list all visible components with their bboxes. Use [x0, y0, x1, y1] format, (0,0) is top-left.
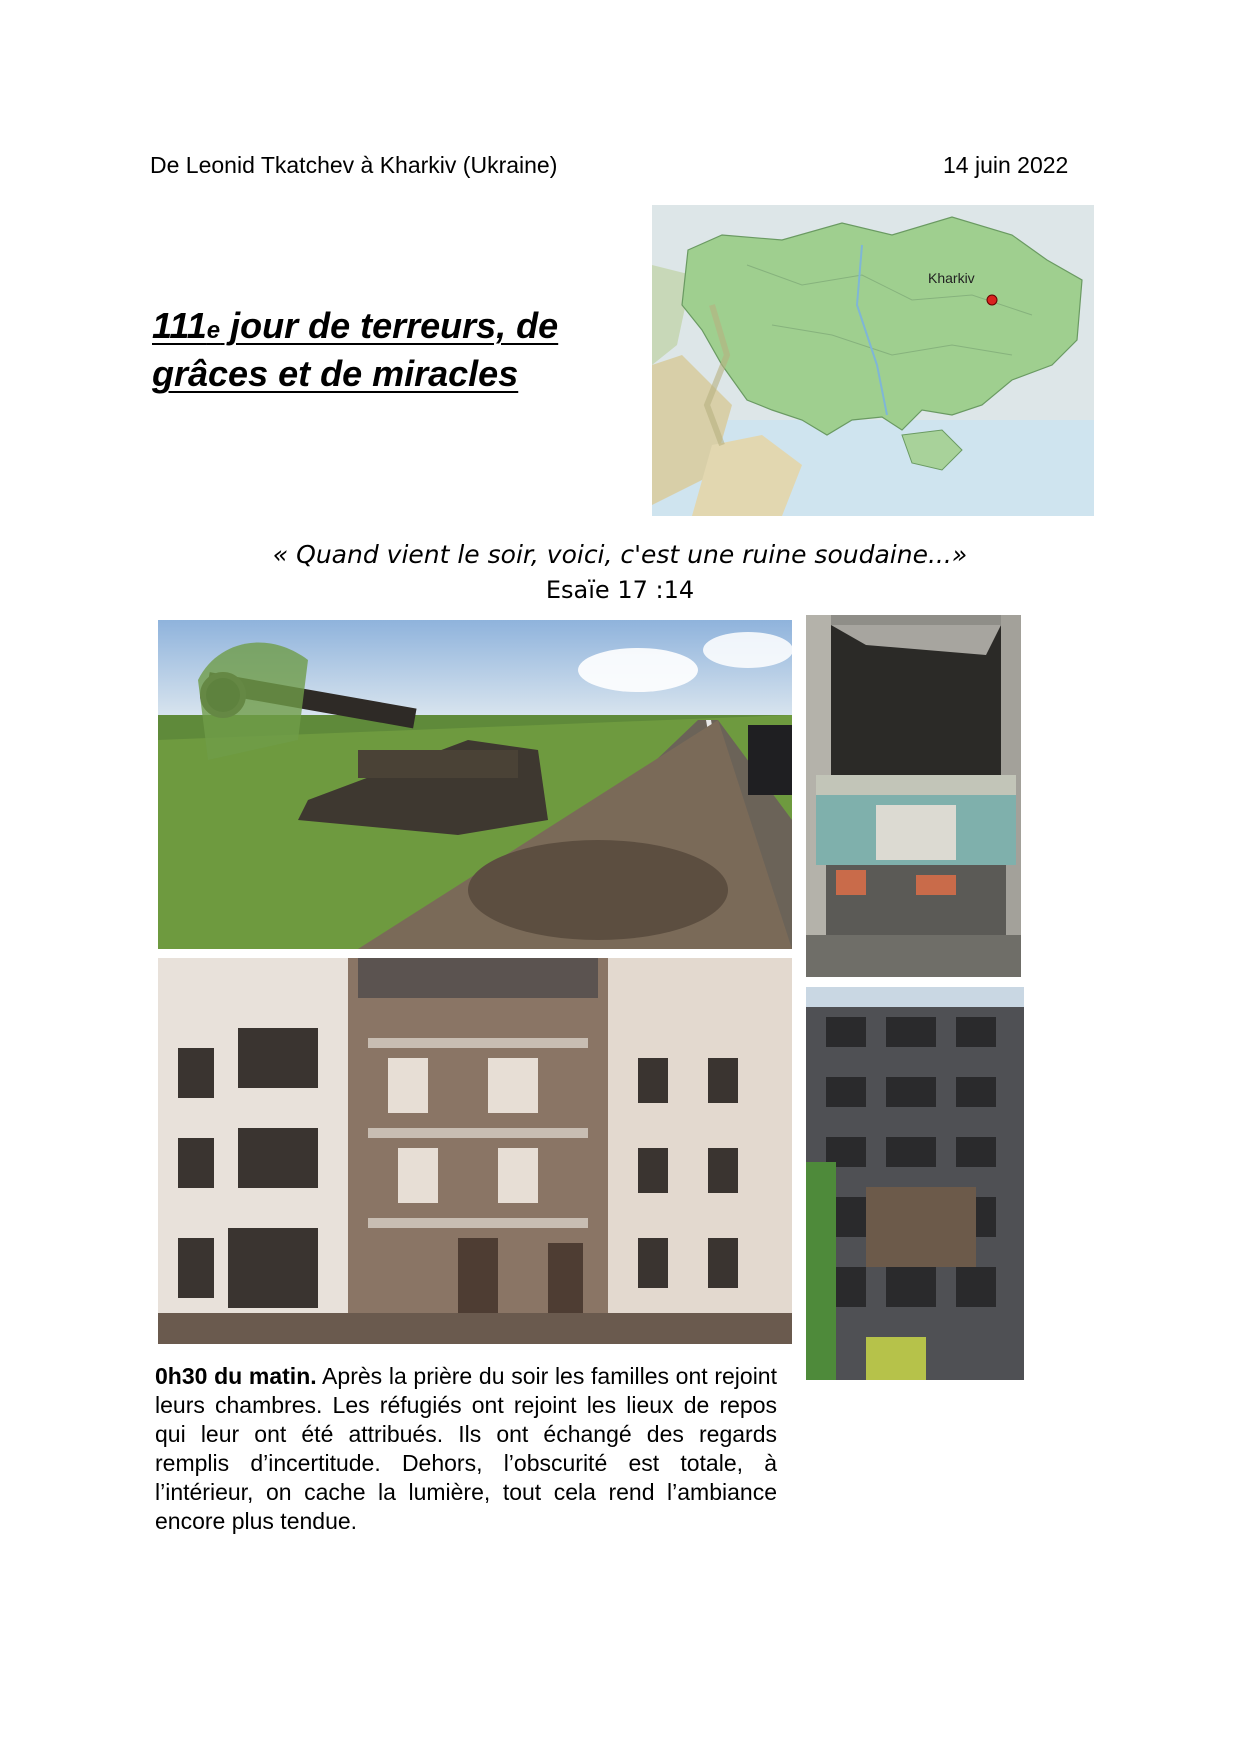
- body-paragraph: [155, 1362, 777, 1536]
- photo-destroyed-tank: [158, 620, 792, 949]
- paragraph-body: Après la prière du soir les familles ont rejoint leurs chambres. Les réfugiés ont rejoint les lieux de repos qui leur ont été attribués. Ils ont échangé des regards remplis d’incertitude. Dehors, l’obscurité est totale, à l’intérieur, on cache la lumière, tout cela rend l’ambiance encore plus tendue.: [155, 1363, 777, 1534]
- paragraph-lead: 0h30 du matin.: [155, 1363, 317, 1389]
- title-suffix: e: [206, 317, 221, 344]
- photo-damaged-apartment: [806, 615, 1021, 977]
- title-line2: grâces et de miracles: [152, 353, 519, 394]
- title-number: 111: [152, 305, 207, 346]
- epigraph-quote: « Quand vient le soir, voici, c'est une ruine soudaine...»: [272, 540, 968, 569]
- title-line1-rest: jour de terreurs, de: [220, 305, 559, 346]
- photo-destroyed-building: [158, 958, 792, 1344]
- date: 14 juin 2022: [943, 152, 1069, 178]
- epigraph-reference: Esaïe 17 :14: [545, 576, 695, 604]
- photo-burned-apartment-block: [806, 987, 1024, 1380]
- author-line: De Leonid Tkatchev à Kharkiv (Ukraine): [150, 152, 558, 178]
- map-city-label: Kharkiv: [928, 270, 975, 286]
- page-title: [152, 304, 622, 395]
- ukraine-map: [652, 205, 1094, 516]
